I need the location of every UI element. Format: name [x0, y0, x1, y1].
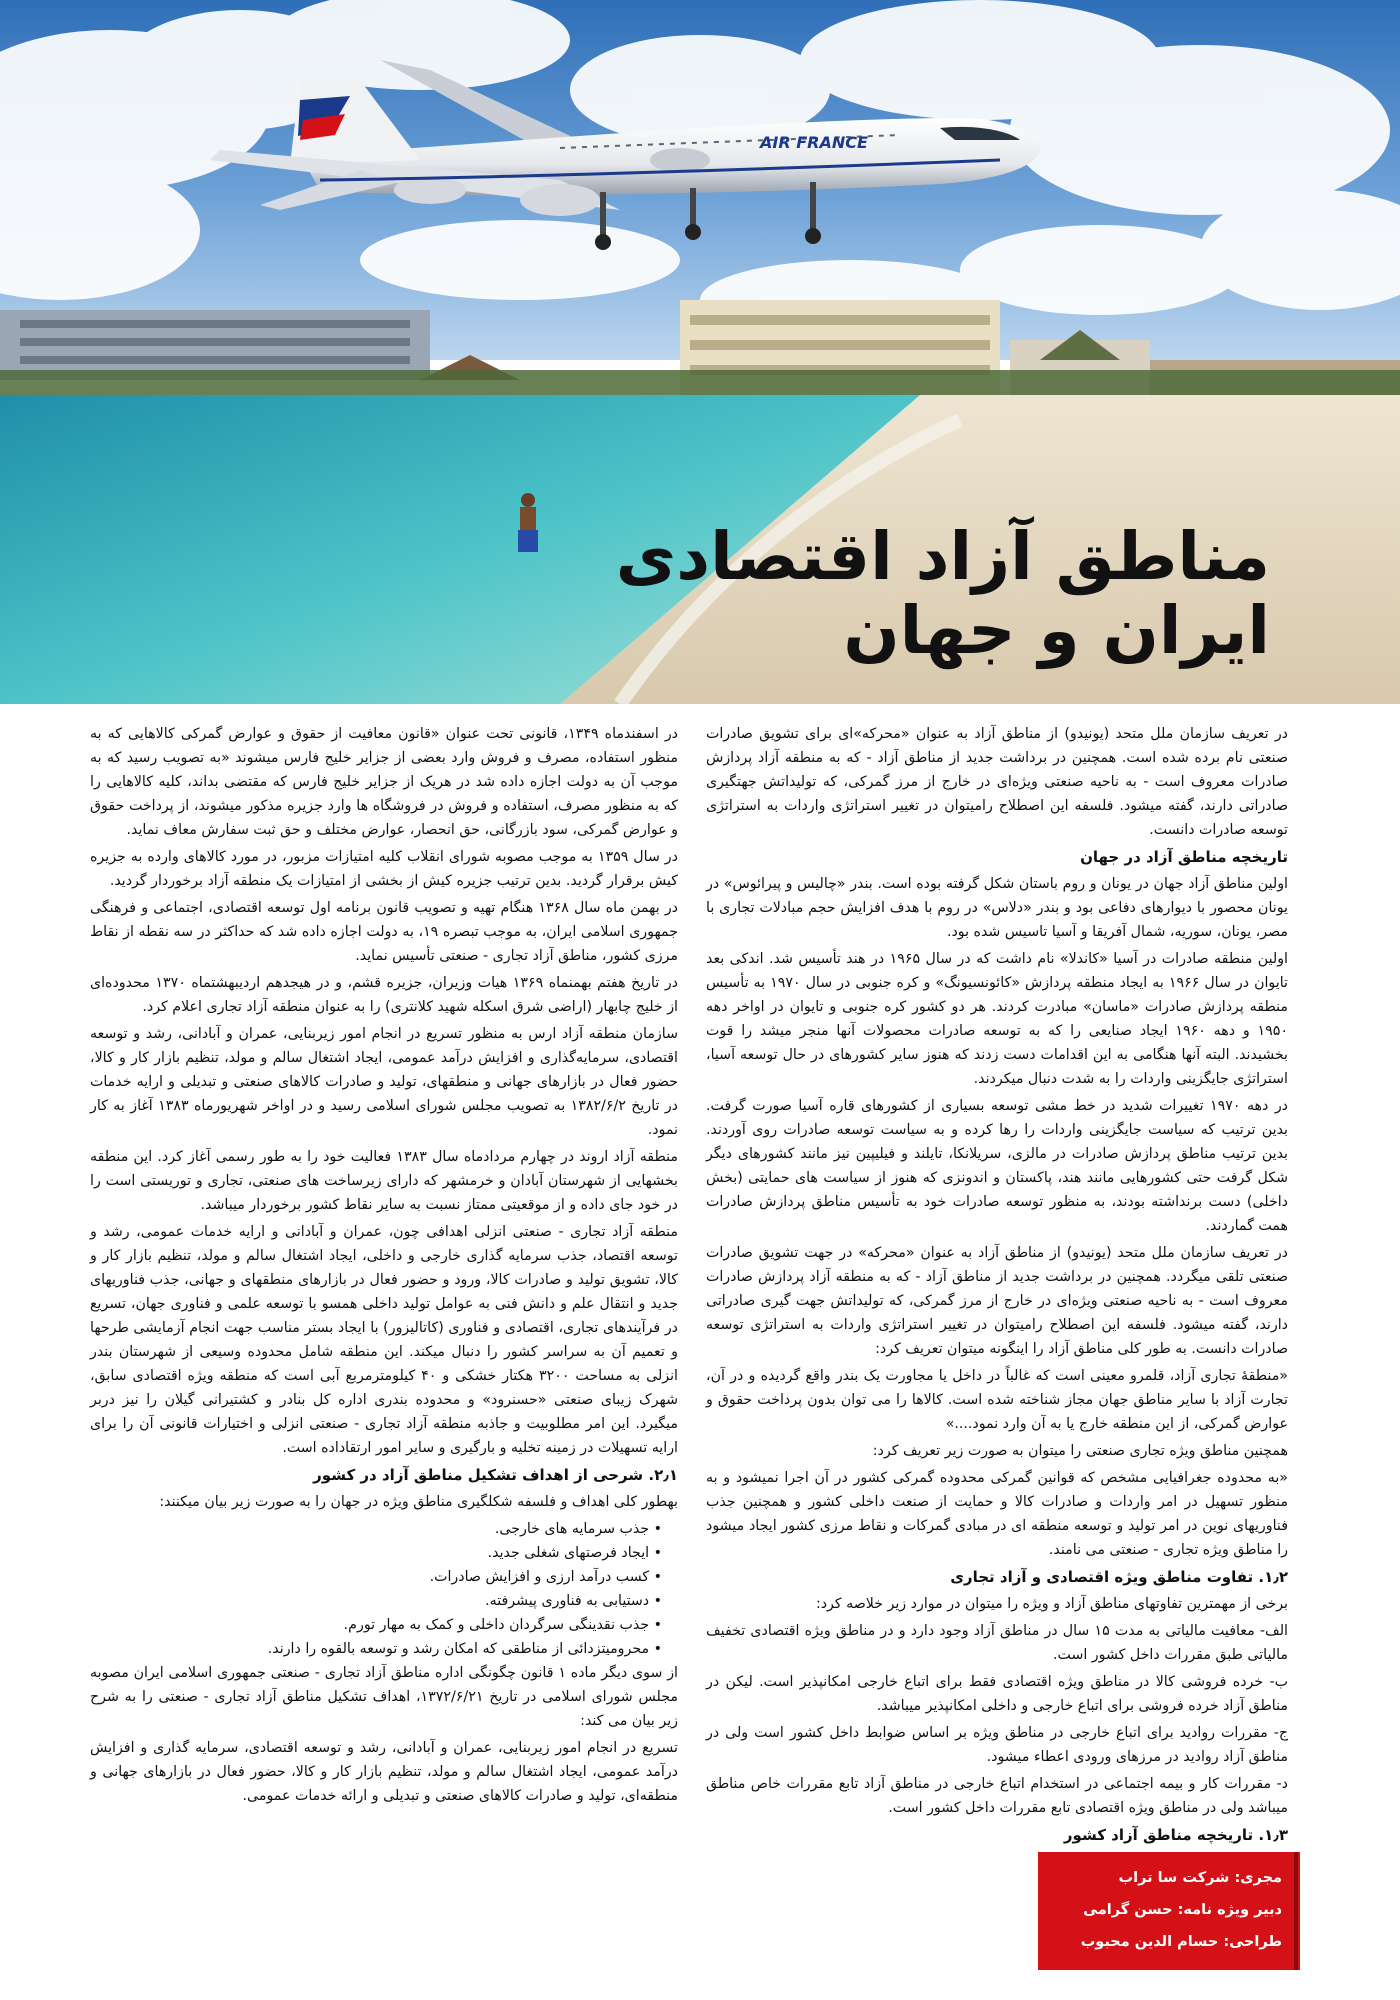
paragraph: منطقه آزاد تجاری - صنعتی انزلی اهدافی چون، عمران و آبادانی و ارایه خدمات عمومی، رشد و توسعه اقتصاد، جذب سرمایه گذاری خارجی و داخلی، ایجاد اشتغال سالم و مولد، تنظیم بازار کار و کالا، تشویق تولید و صادرات کالا، ورود و حضور فعال در بازارهای منطقهای و جهانی، جذب فناوریهای جدید و انتقال علم و دانش فنی به عوامل تولید داخلی همسو با توسعه علمی و فناوری جهان، تسریع در فرآیندهای تجاری، اقتصادی و فناوری (کاتالیزور) با ایجاد بستر مناسب جهت انجام آزمایشی طرحها و تعمیم آن به سراسر کشور را دنبال میکند. این منطقه شامل محدوده وسیعی از شهرستان بندر انزلی به مساحت ۳۲۰۰ هکتار خشکی و ۴۰ کیلومترمربع آبی است که منطقه ویژه اقتصادی سابق، شهرک زیبای صنعتی «حسنرود» و محدوده بندری اداره کل بنادر و کشتیرانی گیلان را نیز دربر میگیرد. این امر مطلوبیت و جاذبه منطقه آزاد تجاری - صنعتی انزلی و اختیارات قانونی آن را برای ارایه تسهیلات در زمینه تخلیه و بارگیری و سایر امور ارتقاداده است. [90, 1224, 679, 1456]
paragraph: در اسفندماه ۱۳۴۹، قانونی تحت عنوان «قانون معافیت از حقوق و عوارض گمرکی کالاهایی که به منظور استفاده، مصرف و فروش وارد بعضی از جزایر خلیج فارس میشوند «به تصویب رسید که به موجب آن به دولت اجازه داده شد در هریک از جزایر خلیج فارس که مقتضی بداند، کلیه کالاهایی را که به منظور مصرف، استفاده و فروش در فروشگاه ها وارد جزیره مذکور میشوند، از پرداخت حقوق و عوارض گمرکی، سود بازرگانی، حق انحصار، عوارض مختلف و حق ثبت سفارش معاف نماید. [90, 726, 678, 838]
credits-accent-bar [1300, 1852, 1308, 1970]
paragraph: برخی از مهمترین تفاوتهای مناطق آزاد و ویژه را میتوان در موارد زیر خلاصه کرد: [815, 1596, 1288, 1612]
credits-box [1038, 1852, 1308, 1970]
bullet-item: • دستیابی به فناوری پیشرفته. [485, 1593, 662, 1609]
paragraph: همچنین مناطق ویژه تجاری صنعتی را میتوان به صورت زیر تعریف کرد: [872, 1443, 1288, 1459]
paragraph: در تعریف سازمان ملل متحد (یونیدو) از مناطق آزاد به عنوان «محرکه»‌ای برای تشویق صادرات صنعتی نام برده شده است. همچنین در برداشت جدید از مناطق آزاد - که به منطقه آزاد پردازش صادرات معروف است - به ناحیه صنعتی ویژه‌ای در خارج از مرز گمرکی، که تولیداتش جهتگیری صادراتی دارند، گفته میشود. فلسفه این اصطلاح رامیتوان در تغییر استراتژی واردات به استراتژی توسعه صادرات دانست. [706, 726, 1288, 838]
bullet-item: • محرومیتزدائی از مناطقی که امکان رشد و توسعه بالقوه را دارند. [267, 1641, 662, 1657]
section-subheading: ۱٫۳. تاریخچه مناطق آزاد کشور [1063, 1826, 1288, 1844]
paragraph: در تاریخ هفتم بهمنماه ۱۳۶۹ هیات وزیران، جزیره قشم، و در هیجدهم اردیبهشتماه ۱۳۷۰ محدوده‌ای از خلیج چابهار (اراضی شرق اسکله شهید کلانتری) را به عنوان منطقه آزاد تجاری اعلام کرد. [90, 975, 678, 1015]
section-subheading: ۱٫۲. تفاوت مناطق ویژه اقتصادی و آزاد تجاری [950, 1568, 1288, 1586]
paragraph: «منطقهٔ تجاری آزاد، قلمرو معینی است که غالباً در داخل یا مجاورت یک بندر واقع گردیده و در آن، تجارت آزاد با سایر مناطق جهان مجاز شناخته شده است. کالاها را می توان بدون پرداخت حقوق و عوارض گمرکی، از این منطقه خارج یا به آن وارد نمود....» [706, 1368, 1288, 1432]
paragraph: در سال ۱۳۵۹ به موجب مصوبه شورای انقلاب کلیه امتیازات مزبور، در مورد کالاهای وارده به جزیره کیش برقرار گردید. بدین ترتیب جزیره کیش از بخشی از امتیازات یک منطقه آزاد برخوردار گردید. [90, 849, 678, 889]
paragraph: در تعریف سازمان ملل متحد (یونیدو) از مناطق آزاد به عنوان «محرکه» در جهت تشویق صادرات صنعتی تلقی میگردد. همچنین در برداشت جدید از مناطق آزاد - که به منطقه آزاد پردازش صادرات معروف است - به ناحیه صنعتی ویژه‌ای در خارج از مرز گمرکی، که تولیداتش جهت گیری صادراتی دارند، گفته میشود. فلسفه این اصطلاح رامیتوان در تغییر استراتژی واردات به استراتژی توسعه صادرات دانست. به طور کلی مناطق آزاد را اینگونه میتوان تعریف کرد: [706, 1245, 1288, 1357]
paragraph: اولین مناطق آزاد جهان در یونان و روم باستان شکل گرفته بوده است. بندر «چالیس و پیرائوس» در یونان محصور با دیوارهای دفاعی بود و بندر «دلاس» در روم با هدف افزایش حجم مبادلات تجاری با مصر، یونان، سوریه، شمال آفریقا و آسیا تاسیس شده بود. [706, 876, 1288, 940]
paragraph: تسریع در انجام امور زیربنایی، عمران و آبادانی، رشد و توسعه اقتصادی، سرمایه گذاری و افزایش درآمد عمومی، ایجاد اشتغال سالم و مولد، تنظیم بازار کار و کالا، حضور فعال در بازارهای جهانی و منطقه‌ای، تولید و صادرات کالاهای صنعتی و تبدیلی و ارائه خدمات عمومی. [90, 1740, 678, 1804]
airline-livery-text: AIR FRANCE [760, 133, 868, 152]
hero-photo [0, 0, 1400, 704]
paragraph: بهطور کلی اهداف و فلسفه شکلگیری مناطق ویژه در جهان را به صورت زیر بیان میکنند: [159, 1494, 678, 1510]
paragraph: ج- مقررات روادید برای اتباع خارجی در مناطق ویژه بر اساس ضوابط داخل کشور است ولی در مناطق آزاد روادید در مرزهای ورودی اعطاء میشود. [706, 1725, 1288, 1765]
paragraph: اولین منطقه صادرات در آسیا «کاندلا» نام داشت که در سال ۱۹۶۵ در هند تأسیس شد. اندکی بعد تایوان در سال ۱۹۶۶ به ایجاد منطقه پردازش «کائونسیونگ» و کره جنوبی در سال ۱۹۷۰ به تأسیس منطقه پردازش صادرات «ماسان» مبادرت کردند. هر دو کشور کره جنوبی و تایوان در اواخر دهه ۱۹۵۰ و دهه ۱۹۶۰ ایجاد صنایعی را که به توسعه صادرات محصولات آنها منجر میشد را قوت بخشیدند. البته آنها هنگامی به این اقدامات دست زدند که هنوز سایر کشورهای در حال توسعه آسیا، استراتژی جایگزینی واردات را به شدت دنبال میکردند. [706, 951, 1288, 1087]
bullet-item: • ایجاد فرصتهای شغلی جدید. [487, 1545, 662, 1561]
article-column-left [90, 722, 678, 1811]
paragraph: «به محدوده جغرافیایی مشخص که قوانین گمرکی محدوده گمرکی کشور در آن اجرا نمیشود و به منظور تسهیل در امر واردات و صادرات کالا و حمایت از صنعت داخلی کشور و همچنین جذب فناوریهای نوین در امر تولید و توسعه منطقه ای در مبادی گمرکات و نقاط مرزی کشور ایجاد میشود را مناطق ویژه تجاری - صنعتی می نامند. [706, 1470, 1288, 1558]
article-column-right [706, 722, 1288, 1850]
paragraph: سازمان منطقه آزاد ارس به منظور تسریع در انجام امور زیربنایی، عمران و آبادانی، رشد و توسعه اقتصادی، سرمایه‌گذاری و افزایش درآمد عمومی، ایجاد اشتغال سالم و مولد، تنظیم بازار کار و کالا، حضور فعال در بازارهای جهانی و منطقهای، تولید و صادرات کالاهای صنعتی و تبدیلی و ارایه خدمات در تاریخ ۱۳۸۲/۶/۲ به تصویب مجلس شورای اسلامی رسید و در اواخر شهریورماه ۱۳۸۳ آغاز به کار نمود. [90, 1026, 679, 1138]
credit-executor: مجری: شرکت سا تراب [1118, 1870, 1282, 1886]
headline-line-2: ایران و جهان [843, 591, 1270, 669]
headline-line-1: مناطق آزاد اقتصادی [615, 518, 1270, 595]
bullet-item: • جذب سرمایه های خارجی. [494, 1521, 662, 1537]
credit-editor: دبیر ویژه نامه: حسن گرامی [1083, 1902, 1282, 1918]
section-subheading: ۲٫۱. شرحی از اهداف تشکیل مناطق آزاد در کشور [313, 1466, 678, 1484]
bullet-item: • کسب درآمد ارزی و افزایش صادرات. [429, 1569, 662, 1585]
bullet-item: • جذب نقدینگی سرگردان داخلی و کمک به مهار تورم. [343, 1617, 662, 1633]
paragraph: در بهمن ماه سال ۱۳۶۸ هنگام تهیه و تصویب قانون برنامه اول توسعه اقتصادی، اجتماعی و فرهنگی جمهوری اسلامی ایران، به موجب تبصره ۱۹، به دولت اجازه داده شد که حداکثر در سه نقطه از نقاط مرزی کشور، مناطق آزاد تجاری - صنعتی تأسیس نماید. [90, 900, 678, 964]
credits-lines [1081, 1862, 1282, 1958]
paragraph: از سوی دیگر ماده ۱ قانون چگونگی اداره مناطق آزاد تجاری - صنعتی جمهوری اسلامی ایران مصوبه مجلس شورای اسلامی در تاریخ ۱۳۷۲/۶/۲۱، اهداف تشکیل مناطق آزاد تجاری - صنعتی را به شرح زیر بیان می کند: [90, 1665, 678, 1729]
main-headline [570, 520, 1270, 668]
paragraph: د- مقررات کار و بیمه اجتماعی در استخدام اتباع خارجی در مناطق آزاد تابع مقررات خاص مناطق میباشد ولی در مناطق ویژه اقتصادی تابع مقررات داخل کشور است. [706, 1776, 1288, 1816]
paragraph: ب- خرده فروشی کالا در مناطق ویژه اقتصادی فقط برای اتباع خارجی امکانپذیر است. لیکن در مناطق آزاد خرده فروشی برای اتباع خارجی و داخلی امکانپذیر میباشد. [706, 1674, 1288, 1714]
credits-accent-bar-dark [1294, 1852, 1298, 1970]
paragraph: منطقه آزاد اروند در چهارم مردادماه سال ۱۳۸۳ فعالیت خود را به طور رسمی آغاز کرد. این منطقه بخشهایی از شهرستان آبادان و خرمشهر که دارای زیرساخت های صنعتی، تجاری و توریستی است را در خود جای داده و از موقعیتی ممتاز نسبت به سایر نقاط کشور برخوردار میباشد. [90, 1149, 679, 1213]
paragraph: الف- معافیت مالیاتی به مدت ۱۵ سال در مناطق آزاد وجود دارد و در مناطق ویژه اقتصادی تخفیف مالیاتی طبق مقررات داخل کشور است. [706, 1623, 1288, 1663]
section-subheading: تاریخچه مناطق آزاد در جهان [1080, 848, 1288, 866]
paragraph: در دهه ۱۹۷۰ تغییرات شدید در خط مشی توسعه بسیاری از کشورهای قاره آسیا صورت گرفت. بدین ترتیب که سیاست جایگزینی واردات را رها کرده و به سیاست توسعه صادرات روی آوردند. بدین ترتیب مناطق پردازش صادرات در مالزی، سریلانکا، تایلند و فیلیپین نیز مانند کشورهای دیگر شکل گرفت حتی کشورهایی مانند هند، پاکستان و اندونزی که هنوز از سیاست های حمایتی (بخش داخلی) دست برنداشته بودند، به منظور توسعه صادرات خود به تأسیس مناطق پردازش صادرات همت گماردند. [706, 1098, 1288, 1234]
credit-designer: طراحی: حسام الدین محبوب [1080, 1934, 1282, 1950]
